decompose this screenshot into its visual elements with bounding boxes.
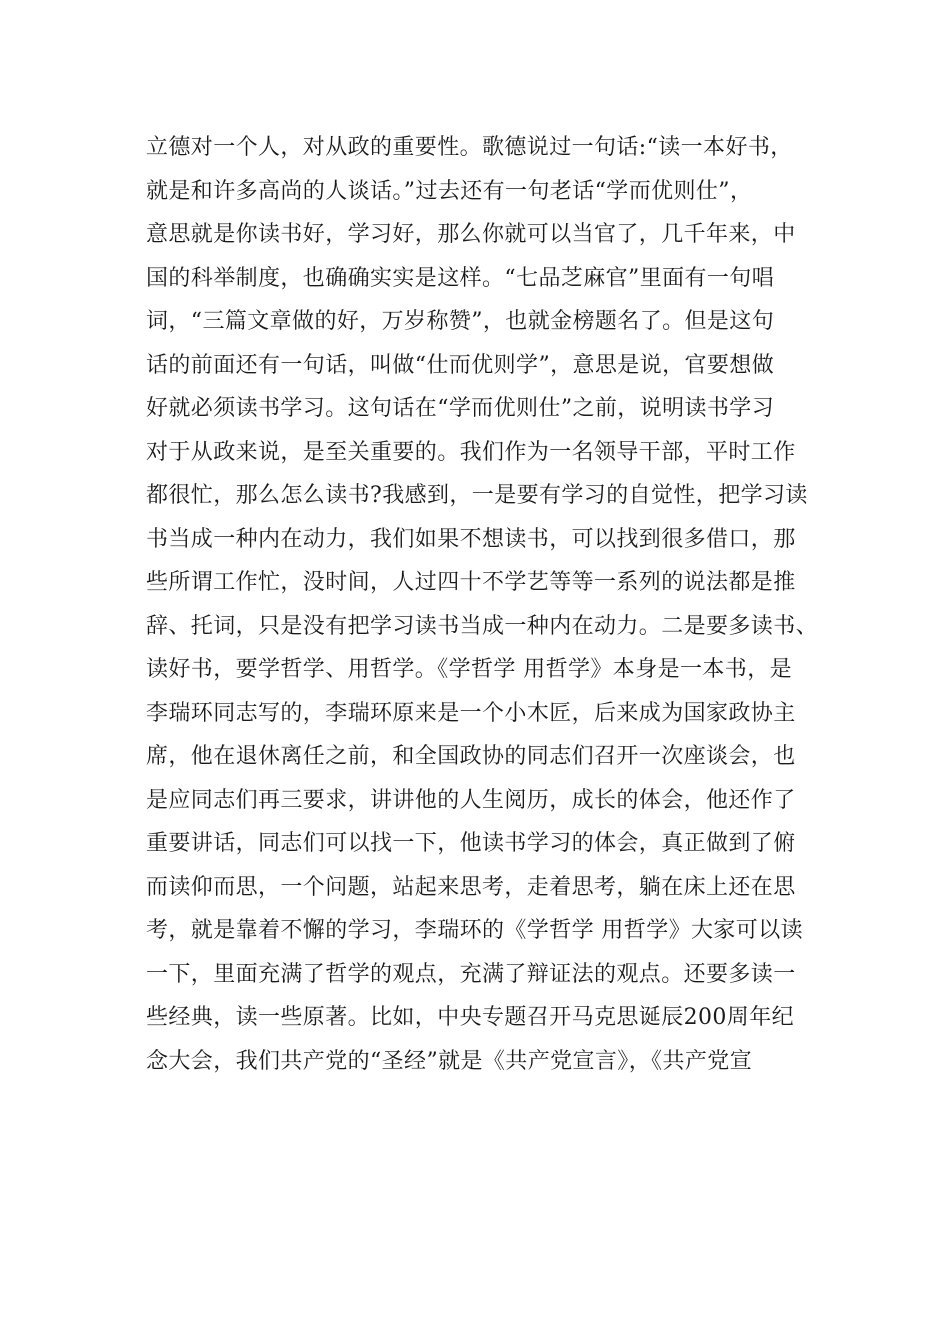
text-line: 李瑞环同志写的，李瑞环原来是一个小木匠，后来成为国家政协主: [146, 700, 796, 726]
text-line: 读好书，要学哲学、用哲学。《学哲学 用哲学》本身是一本书，是: [146, 657, 792, 682]
text-line: 国的科举制度，也确确实实是这样。“七品芝麻官”里面有一句唱: [146, 265, 775, 291]
text-line: 都很忙，那么怎么读书?我感到，一是要有学习的自觉性，把学习读: [146, 483, 808, 508]
text-line: 就是和许多高尚的人谈话。”过去还有一句老话“学而优则仕”，: [146, 178, 753, 204]
text-line: 词，“三篇文章做的好，万岁称赞”，也就金榜题名了。但是这句: [146, 309, 775, 334]
text-line: 些经典，读一些原著。比如，中央专题召开马克思诞辰200周年纪: [146, 1005, 794, 1030]
text-line: 辞、托词，只是没有把学习读书当成一种内在动力。二是要多读书、: [146, 613, 819, 639]
text-line: 而读仰而思，一个问题，站起来思考，走着思考，躺在床上还在思: [146, 874, 796, 900]
text-line: 好就必须读书学习。这句话在“学而优则仕”之前，说明读书学习: [146, 396, 775, 421]
text-line: 席，他在退休离任之前，和全国政协的同志们召开一次座谈会，也: [146, 744, 796, 769]
text-line: 书当成一种内在动力，我们如果不想读书，可以找到很多借口，那: [146, 526, 796, 552]
text-line: 一下，里面充满了哲学的观点，充满了辩证法的观点。还要多读一: [146, 961, 796, 987]
text-line: 意思就是你读书好，学习好，那么你就可以当官了，几千年来，中: [146, 222, 796, 247]
text-line: 念大会，我们共产党的“圣经”就是《共产党宣言》，《共产党宣: [146, 1048, 753, 1074]
text-line: 立德对一个人，对从政的重要性。歌德说过一句话:“读一本好书，: [146, 135, 793, 160]
text-line: 重要讲话，同志们可以找一下，他读书学习的体会，真正做到了俯: [146, 831, 796, 856]
text-line: 些所谓工作忙，没时间，人过四十不学艺等等一系列的说法都是推: [146, 570, 796, 595]
text-line: 考，就是靠着不懈的学习，李瑞环的《学哲学 用哲学》大家可以读: [146, 918, 803, 943]
text-line: 话的前面还有一句话，叫做“仕而优则学”，意思是说，官要想做: [146, 352, 775, 378]
text-line: 是应同志们再三要求，讲讲他的人生阅历，成长的体会，他还作了: [146, 787, 796, 813]
body-text: [146, 126, 819, 1083]
text-line: 对于从政来说，是至关重要的。我们作为一名领导干部，平时工作: [146, 439, 796, 465]
